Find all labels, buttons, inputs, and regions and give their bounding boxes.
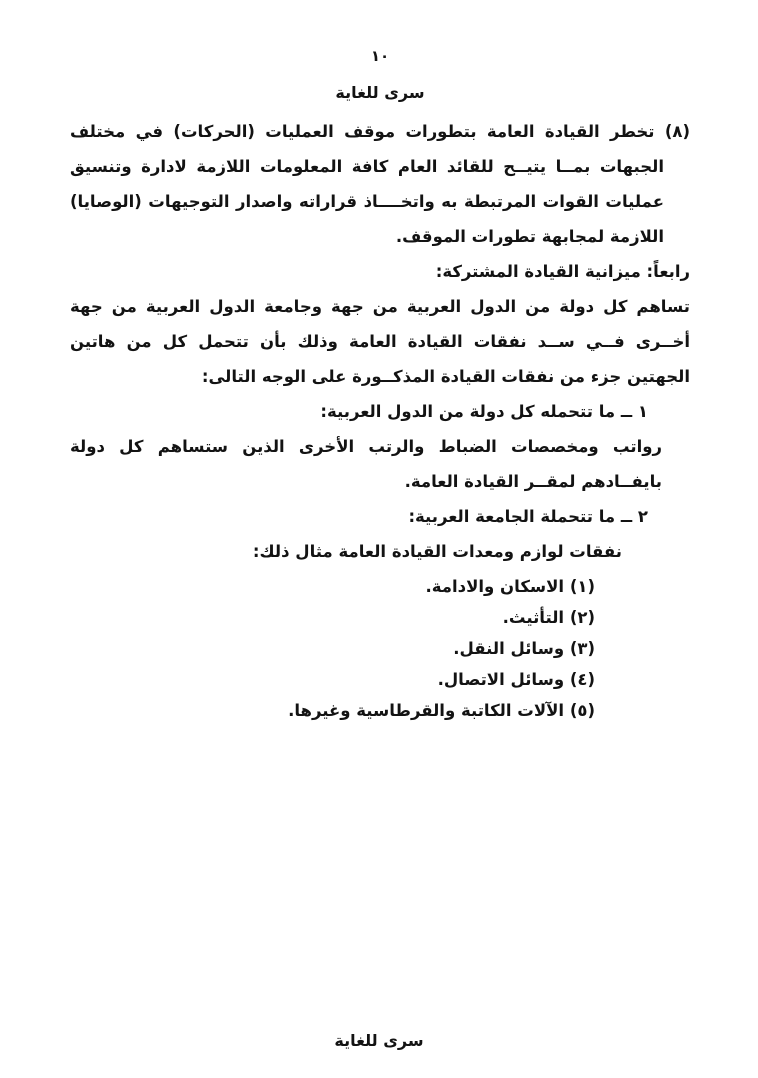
- section-4-intro: تساهم كل دولة من الدول العربية من جهة وجامعة الدول العربية من جهة أخــرى فــي ســد نفقات القيادة العامة وذلك بأن تتحمل كل من هاتين الجهتين جزء من نفقات القيادة المذكــورة على الوجه التالى:: [70, 297, 690, 386]
- classification-header: سرى للغاية: [335, 83, 425, 102]
- page-content: [70, 46, 690, 726]
- classification-footer: سرى للغاية: [334, 1031, 424, 1050]
- point-2-heading: ٢ ــ ما تتحملة الجامعة العربية:: [408, 507, 648, 526]
- point-2-intro: نفقات لوازم ومعدات القيادة العامة مثال ذلك:: [252, 542, 622, 561]
- list-item-housing: (١) الاسكان والادامة.: [425, 577, 595, 596]
- list-item-typewriters-stationery: (٥) الآلات الكاتبة والقرطاسية وغيرها.: [288, 701, 595, 720]
- list-item-transport: (٣) وسائل النقل.: [453, 639, 595, 658]
- list-item-furniture: (٢) التأثيث.: [502, 608, 595, 627]
- page-number: ١٠: [370, 47, 390, 65]
- point-1-heading: ١ ــ ما تتحمله كل دولة من الدول العربية:: [320, 402, 648, 421]
- section-4-heading: رابعاً: ميزانية القيادة المشتركة:: [435, 262, 690, 281]
- list-item-communications: (٤) وسائل الاتصال.: [437, 670, 595, 689]
- point-1-body: رواتب ومخصصات الضباط والرتب الأخرى الذين ستساهم كل دولة بايفــادهم لمقــر القيادة العامة.: [70, 437, 662, 491]
- paragraph-item-8: (٨) تخطر القيادة العامة بتطورات موقف العمليات (الحركات) في مختلف الجبهات بمــا يتيــح للقائد العام كافة المعلومات اللازمة لادارة وتنسيق عمليات القوات المرتبطة به واتخــــاذ قراراته واصدار التوجيهات (الوصايا) اللازمة لمجابهة تطورات الموقف.: [70, 122, 690, 246]
- expense-items-list: [70, 571, 690, 726]
